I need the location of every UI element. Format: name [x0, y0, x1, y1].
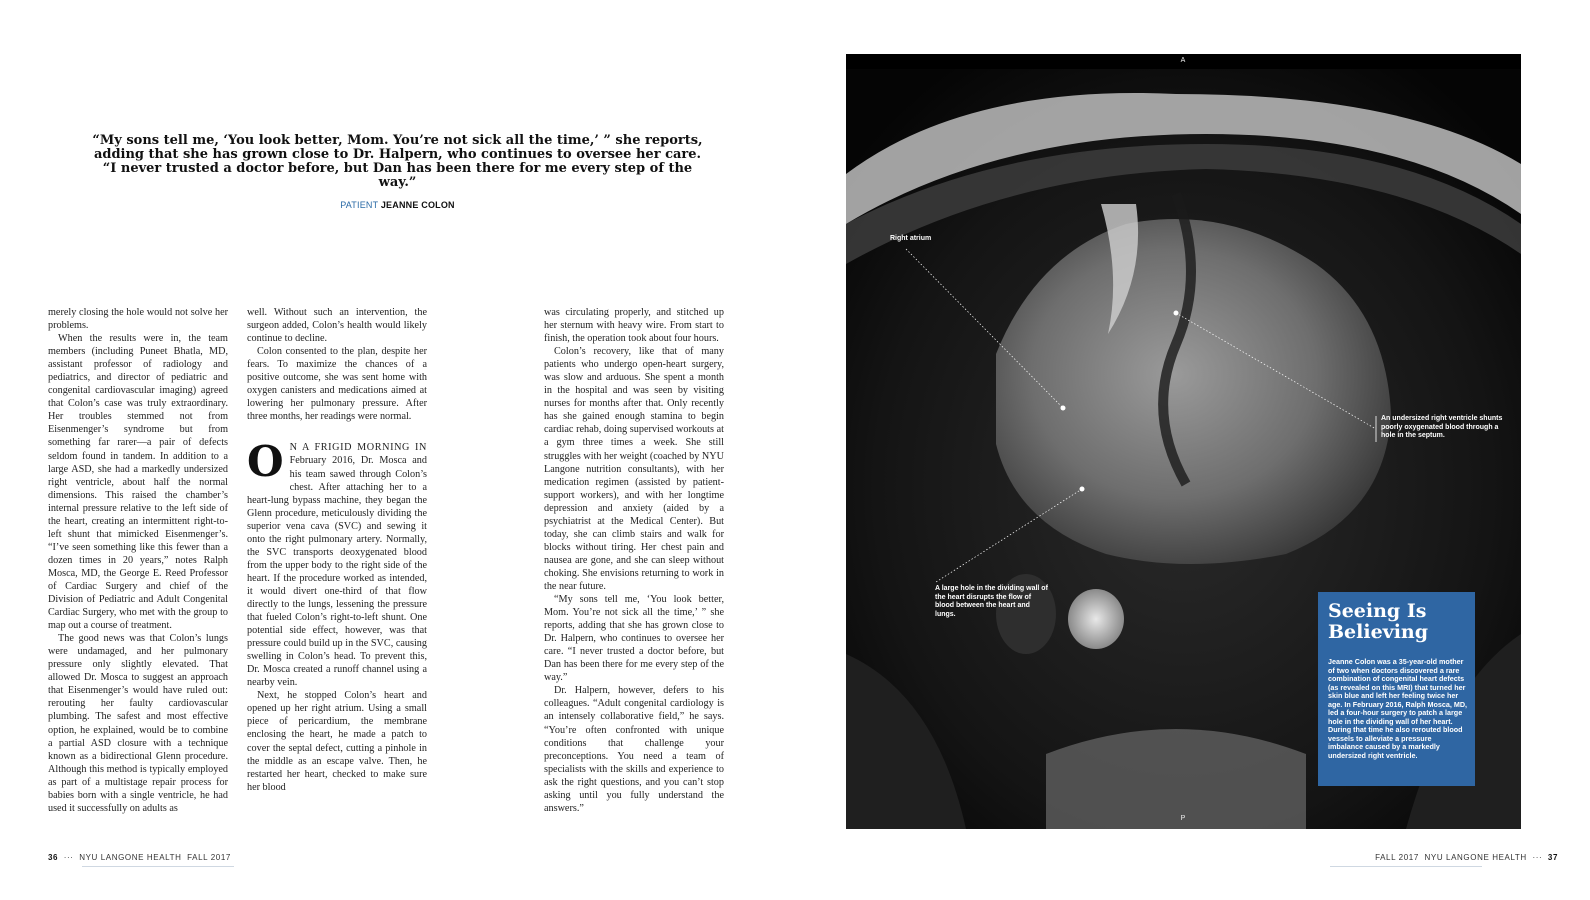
publication-name: NYU LANGONE HEALTH	[1424, 853, 1527, 862]
paragraph: merely closing the hole would not solve her problems.	[48, 307, 228, 332]
paragraph: When the results were in, the team members (including Puneet Bhatla, MD, assistant professor of radiology and pediatrics, and director of pediatric and congenital cardiovascular imaging) agreed that Colon’s case was truly extraordinary. Her troubles stemmed not from Eisenmenger’s syndrome but from something far rarer—a pair of defects seldom found in tandem. In addition to a large ASD, she had a markedly undersized right ventricle, about half the normal dimensions. This raised the chamber’s internal pressure relative to the left side of the heart, creating an intermittent right-to-left shunt that mimicked Eisenmenger’s. “I’ve seen something like this fewer than a dozen times in 20 years,” notes Ralph Mosca, MD, the George E. Reed Professor of Cardiac Surgery and chief of the Division of Pediatric and Adult Congenital Cardiac Surgery, who met with the group to map out a course of treatment.	[48, 333, 228, 632]
lead-in-caps: N A FRIGID MORNING IN	[289, 442, 427, 454]
paragraph: Colon consented to the plan, despite her fears. To maximize the chances of a positive outcome, she was sent home with oxygen canisters and medications aimed at lowering her pulmonary pressure. After three months, her readings were normal.	[247, 346, 427, 423]
folio-rule	[1330, 866, 1482, 867]
paragraph: was circulating properly, and stitched up her sternum with heavy wire. From start to finish, the operation took about four hours.	[544, 307, 724, 345]
paragraph: The good news was that Colon’s lungs were undamaged, and her pulmonary pressure only slightly elevated. That allowed Dr. Mosca to suggest an approach that Eisenmenger’s would have ruled out: rerouting her faulty cardiovascular plumbing. The safest and most effective option, he explained, would be to combine a partial ASD closure with a technique known as a bidirectional Glenn procedure. Although this method is typically employed as part of a multistage repair process for babies born with a single ventricle, he had used it successfully on adults as	[48, 633, 228, 814]
sidebar-title: Seeing Is Believing	[1328, 600, 1429, 643]
paragraph: “My sons tell me, ‘You look better, Mom. You’re not sick all the time,’ ” she reports, adding that she has grown close to Dr. Halpern, who continues to oversee her care. “I never trusted a doctor before, but Dan has been there for me every step of the way.”	[544, 594, 724, 684]
paragraph: Colon’s recovery, like that of many patients who undergo open-heart surgery, was slow and arduous. She spent a month in the hospital and was seen by visiting nurses for months after that. Only recently has she gained enough stamina to begin cardiac rehab, doing supervised workouts at a gym three times a week. She still struggles with her weight (coached by NYU Langone nutrition consultants), with her medication regimen (assisted by patient-support workers), and with her longtime depression and anxiety (aided by a psychiatrist at the Medical Center). But today, she can climb stairs and walk for blocks without tiring. Her chest pain and nausea are gone, and she can sleep without choking. She envisions returning to work in the near future.	[544, 346, 724, 592]
leader-dot-right-atrium	[1061, 406, 1066, 411]
attribution-role: PATIENT	[340, 200, 379, 210]
issue-date: FALL 2017	[1375, 853, 1419, 862]
pull-quote: “My sons tell me, ‘You look better, Mom. You’re not sick all the time,’ ” she reports, adding that she has grown close to Dr. Halpern, who continues to oversee her care. “I never trusted a doctor before, but Dan has been there for me every step of the way.”	[92, 133, 703, 190]
attribution-name: JEANNE COLON	[380, 200, 455, 210]
folio-dots: ···	[63, 853, 74, 862]
folio-right	[1375, 853, 1558, 862]
section-opening	[247, 437, 427, 689]
paragraph: Dr. Halpern, however, defers to his colleagues. “Adult congenital cardiology is an intensely collaborative field,” he says. “You’re often confronted with unique conditions that challenge your preconceptions. You need a team of specialists with the skills and experience to ask the right questions, and you can’t stop asking until you fully understand the answers.”	[544, 685, 724, 814]
annotation-right-atrium: Right atrium	[890, 235, 932, 242]
mri-image	[846, 54, 1521, 829]
paragraph: well. Without such an intervention, the surgeon added, Colon’s health would likely continue to decline.	[247, 307, 427, 345]
leader-dot-septal-hole	[1080, 487, 1085, 492]
descending-aorta	[1068, 589, 1124, 649]
folio-dots: ···	[1532, 853, 1543, 862]
vertebra	[1046, 729, 1306, 829]
article-column-3	[544, 306, 724, 815]
article-column-2	[247, 306, 427, 794]
drop-cap: O	[247, 437, 284, 487]
page-number: 36	[48, 853, 59, 862]
orientation-label-anterior: A	[1180, 57, 1186, 64]
annotation-septal-hole: A large hole in the dividing wall of the heart disrupts the flow of blood between the heart and lungs.	[935, 585, 1048, 618]
folio-rule	[82, 866, 234, 867]
sidebar-box	[1318, 592, 1475, 786]
paragraph: Next, he stopped Colon’s heart and opened up her right atrium. Using a small piece of pericardium, the membrane enclosing the heart, he made a patch to cover the septal defect, cutting a pinhole in the middle as an escape valve. Then, he restarted her heart, checked to make sure her blood	[247, 690, 427, 793]
folio-left	[48, 853, 231, 862]
article-column-1	[48, 306, 228, 815]
orientation-label-posterior: P	[1180, 815, 1186, 822]
sidebar-body: Jeanne Colon was a 35-year-old mother of two when doctors discovered a rare combination of congenital heart defects (as revealed on this MRI) that turned her skin blue and left her feeling twice her age. In February 2016, Ralph Mosca, MD, led a four-hour surgery to patch a large hole in the dividing wall of her heart. During that time he also rerouted blood vessels to alleviate a pressure imbalance caused by a markedly undersized right ventricle.	[1328, 657, 1468, 760]
page-number: 37	[1547, 853, 1558, 862]
issue-date: FALL 2017	[187, 853, 231, 862]
leader-dot-right-ventricle	[1174, 311, 1179, 316]
publication-name: NYU LANGONE HEALTH	[79, 853, 182, 862]
annotation-right-ventricle: An undersized right ventricle shunts poorly oxygenated blood through a hole in the septum.	[1381, 415, 1503, 439]
quote-attribution	[90, 200, 705, 210]
paragraph: February 2016, Dr. Mosca and his team sawed through Colon’s chest. After attaching her to a heart-lung bypass machine, they began the Glenn procedure, meticulously dividing the superior vena cava (SVC) and sewing it onto the right pulmonary artery. Normally, the SVC transports deoxygenated blood from the upper body to the right side of the heart. If the procedure worked as intended, it would divert one-third of that flow directly to the lungs, lessening the pressure that fueled Colon’s right-to-left shunt. One potential side effect, however, was that pressure could build up in the SVC, causing swelling in Colon’s head. To prevent this, Dr. Mosca created a runoff channel using a nearby vein.	[247, 455, 427, 689]
